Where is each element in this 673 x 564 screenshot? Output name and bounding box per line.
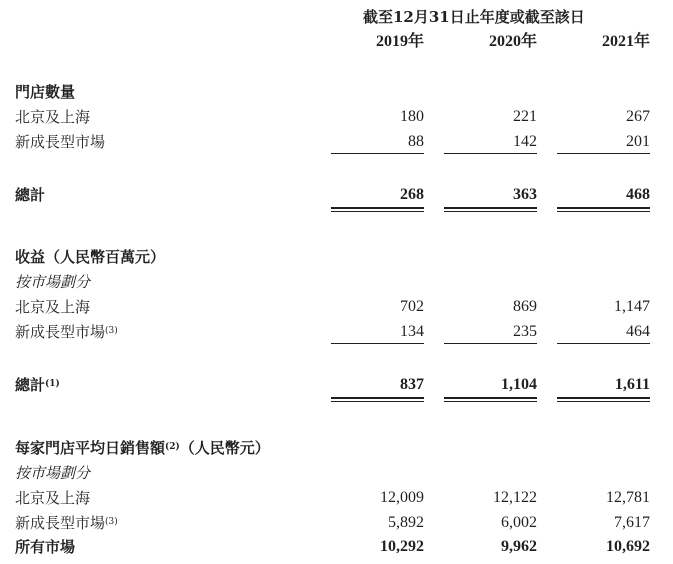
daily-sales-value: 12,781 [606,489,650,506]
daily-sales-value: 12,122 [493,489,537,506]
total-double-rule [331,397,424,402]
revenue-section-subtitle: 按市場劃分 [15,273,91,291]
revenue-section-title: 收益（人民幣百萬元） [15,248,166,266]
subtotal-rule [331,343,424,344]
revenue-value: 1,147 [614,298,650,315]
daily-sales-value: 7,617 [614,514,650,531]
year-header-2020: 2020年 [488,33,537,50]
stores-value: 88 [408,133,424,150]
footnote-marker: (2) [165,442,180,452]
year-header-2019: 2019年 [375,33,424,50]
daily-sales-value: 5,892 [388,514,424,531]
daily-sales-row-label: 北京及上海 [15,489,91,507]
revenue-value: 702 [400,298,424,315]
subtotal-rule [557,153,650,154]
daily-sales-row-label: 新成長型市場$^{(3)}$ [15,514,118,532]
revenue-row-label: 北京及上海 [15,298,91,316]
revenue-value: 869 [513,298,537,315]
subtotal-rule [557,343,650,344]
stores-section-title: 門店數量 [15,83,76,101]
daily-sales-section-subtitle: 按市場劃分 [15,464,91,482]
footnote-marker: (3) [105,517,118,527]
stores-row-label: 新成長型市場 [15,133,106,151]
year-header-2021: 2021年 [601,33,650,50]
daily-sales-value: 6,002 [501,514,537,531]
subtotal-rule [331,153,424,154]
stores-row-label: 北京及上海 [15,108,91,126]
total-double-rule [331,207,424,212]
revenue-value: 134 [400,323,424,340]
revenue-total-value: 1,611 [614,376,650,393]
daily-sales-value: 12,009 [380,489,424,506]
footnote-marker: (3) [105,326,118,336]
footnote-marker: (1) [45,379,60,389]
total-double-rule [557,207,650,212]
revenue-value: 464 [626,323,650,340]
stores-total-value: 468 [626,186,650,203]
revenue-row-label: 新成長型市場$^{(3)}$ [15,323,118,341]
stores-value: 180 [400,108,424,125]
daily-sales-total-value: 9,962 [501,538,537,555]
revenue-total-label: 總計$^{(1)}$ [15,376,60,394]
stores-value: 201 [626,133,650,150]
revenue-total-value: 1,104 [501,376,537,393]
total-double-rule [444,397,537,402]
stores-total-value: 363 [513,186,537,203]
period-header: 截至12月31日止年度或截至該日 [363,8,585,26]
revenue-value: 235 [513,323,537,340]
stores-total-label: 總計 [15,186,46,204]
stores-value: 267 [626,108,650,125]
total-double-rule [444,207,537,212]
revenue-total-value: 837 [400,376,424,393]
daily-sales-total-value: 10,292 [380,538,424,555]
stores-total-value: 268 [400,186,424,203]
subtotal-rule [444,153,537,154]
daily-sales-total-value: 10,692 [606,538,650,555]
total-double-rule [557,397,650,402]
stores-value: 221 [513,108,537,125]
daily-sales-total-label: 所有市場 [15,538,76,556]
subtotal-rule [444,343,537,344]
stores-value: 142 [513,133,537,150]
daily-sales-section-title: 每家門店平均日銷售額$^{(2)}$（人民幣元） [15,439,270,457]
